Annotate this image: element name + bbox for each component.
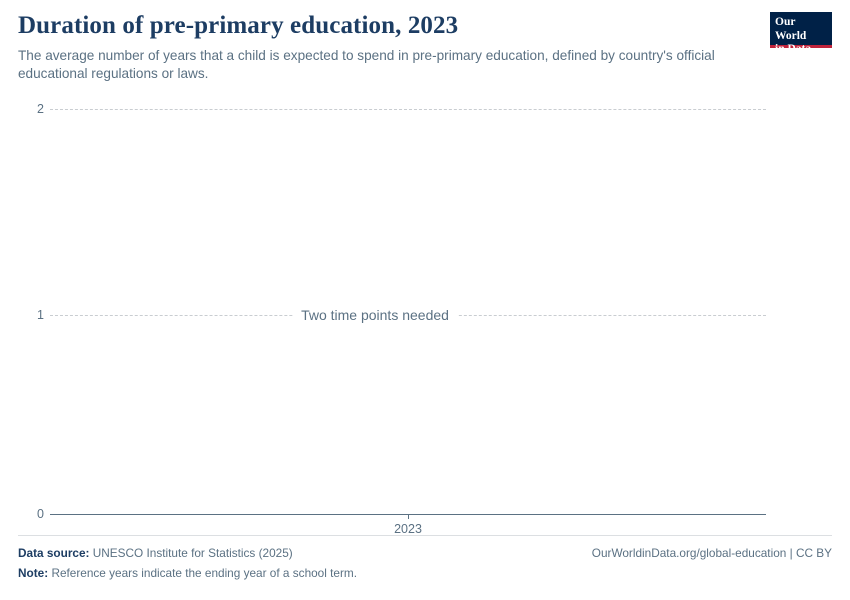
page-title: Duration of pre-primary education, 2023 xyxy=(18,12,459,39)
note-value: Reference years indicate the ending year of a school term. xyxy=(51,566,358,581)
note-row xyxy=(18,563,832,584)
chart-canvas xyxy=(18,96,832,536)
y-axis-tick-1: 1 xyxy=(37,308,44,322)
data-source-row xyxy=(18,543,832,564)
chart-header xyxy=(18,12,832,83)
chart-plot-area xyxy=(18,96,832,536)
y-axis-tick-2: 2 xyxy=(37,102,44,116)
gridline-2 xyxy=(50,109,766,110)
logo-line-one: Our World xyxy=(775,16,807,42)
logo-line-two: in Data xyxy=(775,43,812,56)
data-source-label: Data source: xyxy=(18,545,90,560)
chart-empty-message xyxy=(18,307,832,323)
data-source-value: UNESCO Institute for Statistics (2025) xyxy=(92,545,293,560)
footer-divider xyxy=(18,535,832,536)
footer-attribution[interactable]: OurWorldinData.org/global-education | CC BY xyxy=(591,545,832,560)
x-axis-tick-mark-2023 xyxy=(408,514,409,519)
x-axis-tick-2023: 2023 xyxy=(394,522,422,536)
y-axis-tick-0: 0 xyxy=(37,507,44,521)
our-world-in-data-logo[interactable] xyxy=(770,12,832,56)
chart-footer xyxy=(18,535,832,584)
chart-empty-message-text: Two time points needed xyxy=(293,307,457,323)
note-label: Note: xyxy=(18,566,49,581)
chart-subtitle: The average number of years that a child is expected to spend in pre-primary education, defined by country's official educational regulations or laws. xyxy=(18,47,715,82)
